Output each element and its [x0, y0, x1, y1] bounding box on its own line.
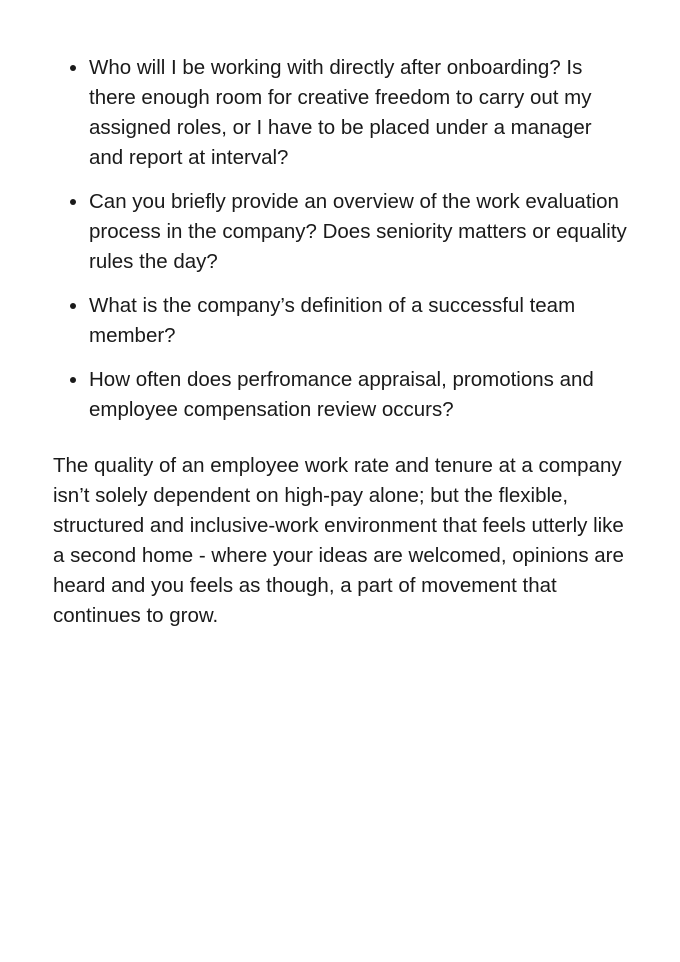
list-item: [53, 53, 630, 173]
bullet-icon: [70, 65, 76, 71]
list-item-text: Can you briefly provide an overview of the work evaluation process in the company? Does seniority matters or equality rules the day?: [89, 190, 627, 273]
list-item-text: Who will I be working with directly after onboarding? Is there enough room for creative freedom to carry out my assigned roles, or I have to be placed under a manager and report at interval?: [89, 56, 592, 169]
bullet-icon: [70, 199, 76, 205]
bullet-icon: [70, 303, 76, 309]
list-item: [53, 291, 630, 351]
question-list: [53, 53, 630, 425]
bullet-icon: [70, 377, 76, 383]
body-paragraph: The quality of an employee work rate and tenure at a company isn’t solely dependent on high-pay alone; but the flexible, structured and inclusive-work environment that feels utterly like a second home - where your ideas are welcomed, opinions are heard and you feels as though, a part of movement that continues to grow.: [53, 454, 624, 627]
list-item-text: What is the company’s definition of a successful team member?: [89, 294, 576, 347]
list-item: [53, 365, 630, 425]
list-item: [53, 187, 630, 277]
list-item-text: How often does perfromance appraisal, promotions and employee compensation review occurs?: [89, 368, 594, 421]
